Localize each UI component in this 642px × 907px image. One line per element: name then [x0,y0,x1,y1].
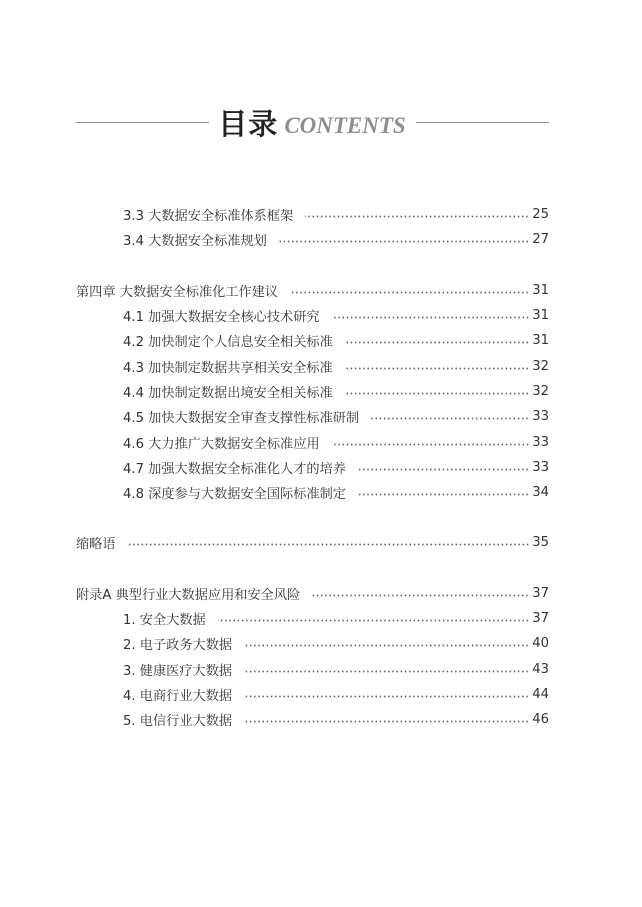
dot-leader [128,543,530,546]
dot-leader [244,695,529,698]
dot-leader [371,417,529,420]
toc-entry[interactable] [76,631,549,656]
toc-group [76,202,549,253]
page-number: 33 [532,459,549,475]
title-english: CONTENTS [284,113,406,138]
toc-chapter-entry[interactable] [76,278,549,303]
page-number: 44 [532,686,549,702]
page-number: 43 [532,661,549,677]
dot-leader [345,367,529,370]
dot-leader [358,493,529,496]
toc-entry[interactable] [76,429,549,454]
toc-entry[interactable] [76,707,549,732]
entry-title: 4.8 深度参与大数据安全国际标准制定 [123,487,346,503]
page-number: 35 [532,535,549,551]
toc-entry[interactable] [76,480,549,505]
page-number: 32 [532,358,549,374]
toc-entry[interactable] [76,682,549,707]
dot-leader [279,240,529,243]
entry-title: 3. 健康医疗大数据 [123,663,233,679]
toc-entry[interactable] [76,202,549,227]
page-number: 40 [532,636,549,652]
header-rule-left [76,122,209,123]
toc-entry[interactable] [76,656,549,681]
toc-group [76,581,549,733]
entry-title: 5. 电信行业大数据 [123,714,233,730]
page-number: 25 [532,207,549,223]
entry-title: 1. 安全大数据 [123,613,206,628]
page-number: 37 [532,611,549,626]
title-chinese: 目录 [218,106,279,141]
page-number: 33 [532,409,549,425]
page-number: 31 [532,282,549,298]
dot-leader [332,316,530,319]
toc-entry[interactable] [76,455,549,480]
header-rule-right [416,122,549,123]
dot-leader [345,392,529,395]
entry-title: 4.5 加快大数据安全审查支撑性标准研制 [123,411,360,427]
entry-title: 附录A 典型行业大数据应用和安全风险 [76,587,301,603]
dot-leader [332,443,530,446]
page-number: 31 [532,333,549,349]
page-number: 46 [532,712,549,728]
entry-title: 4.4 加快制定数据出境安全相关标准 [123,385,333,401]
page-number: 27 [532,232,549,248]
entry-title: 3.3 大数据安全标准体系框架 [123,209,294,225]
entry-title: 缩略语 [76,537,116,553]
dot-leader [305,215,529,218]
entry-title: 3.4 大数据安全标准规划 [123,234,267,250]
toc-entry[interactable] [76,379,549,404]
dot-leader [218,619,530,622]
dot-leader [312,594,529,597]
entry-title: 4.2 加快制定个人信息安全相关标准 [123,335,333,351]
toc-entry[interactable] [76,606,549,631]
entry-title: 4.6 大力推广大数据安全标准应用 [123,436,320,452]
entry-title: 2. 电子政务大数据 [123,638,233,654]
toc-entry[interactable] [76,353,549,378]
dot-leader [358,468,529,471]
dot-leader [345,341,529,344]
page-number: 32 [532,383,549,399]
toc-entry[interactable] [76,227,549,252]
dot-leader [244,644,529,647]
dot-leader [244,670,529,673]
toc-entry[interactable] [76,303,549,328]
entry-title: 第四章 大数据安全标准化工作建议 [76,284,279,300]
entry-title: 4.3 加快制定数据共享相关安全标准 [123,360,333,376]
dot-leader [244,720,529,723]
table-of-contents [76,202,549,757]
toc-chapter-entry[interactable] [76,581,549,606]
entry-title: 4.1 加强大数据安全核心技术研究 [123,310,320,326]
toc-group [76,278,549,506]
entry-title: 4.7 加强大数据安全标准化人才的培养 [123,461,346,477]
page-number: 34 [532,485,549,501]
page-number: 37 [532,585,549,601]
toc-group [76,530,549,555]
page-number: 33 [532,434,549,450]
dot-leader [290,291,529,294]
entry-title: 4. 电商行业大数据 [123,688,233,704]
toc-entry[interactable] [76,404,549,429]
toc-chapter-entry[interactable] [76,530,549,555]
toc-entry[interactable] [76,328,549,353]
contents-header [76,100,549,144]
page-number: 31 [532,308,549,324]
